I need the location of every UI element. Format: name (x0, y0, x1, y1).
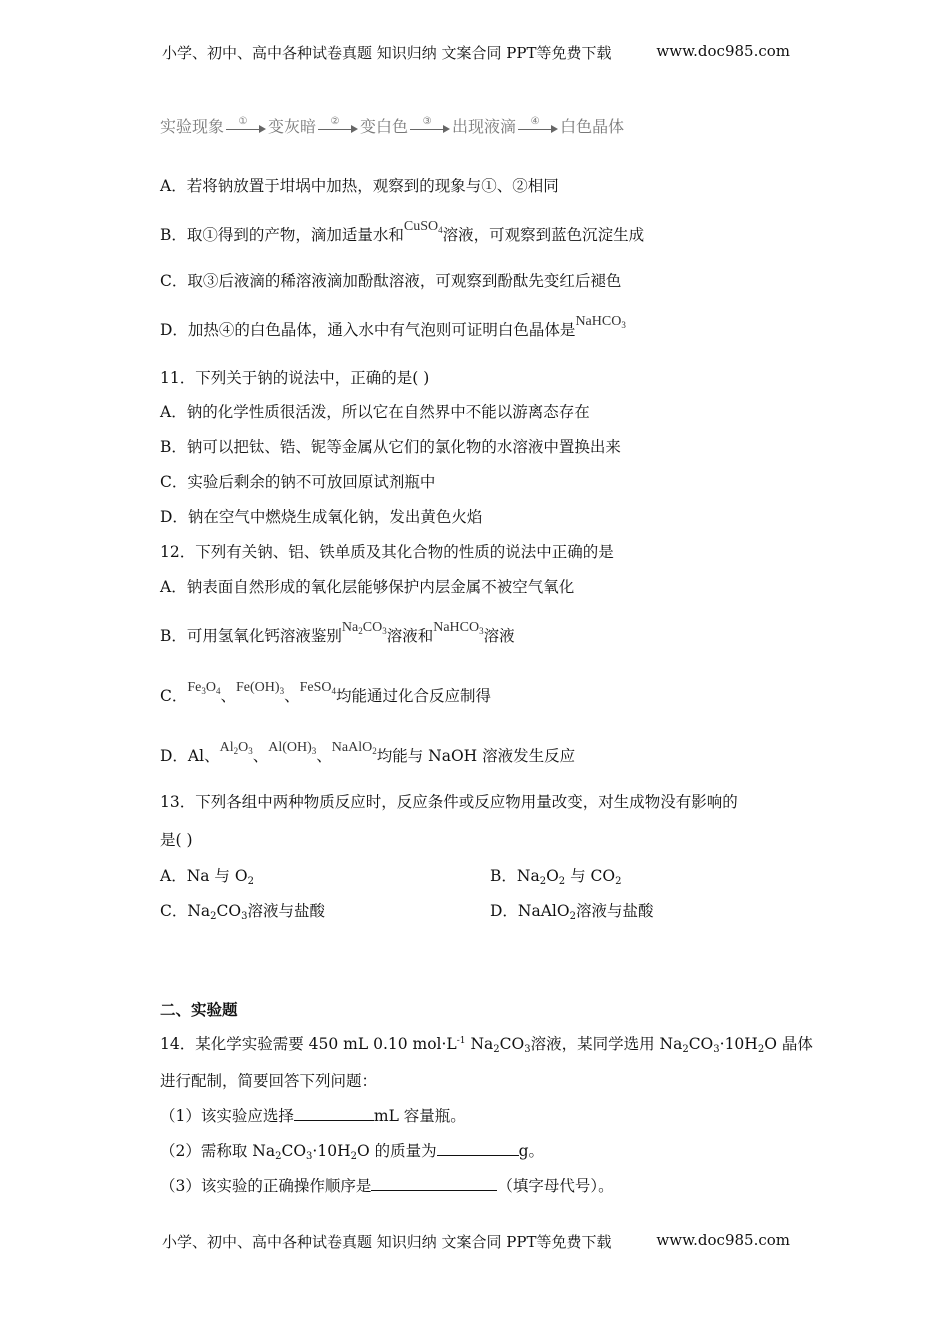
formula-fe3o4 (187, 680, 220, 695)
formula-sub: 3 (479, 626, 484, 636)
formula-sub: 2 (569, 911, 576, 922)
q10-option-c: C．取③后液滴的稀溶液滴加酚酞溶液，可观察到酚酞先变红后褪色 (160, 272, 622, 290)
section-title: 二、实验题 (160, 1000, 238, 1019)
answer-blank[interactable] (371, 1176, 497, 1191)
option-text: 与 CO (565, 867, 616, 885)
formula-sub: 2 (539, 876, 547, 887)
footer-url: www.doc985.com (656, 1231, 790, 1249)
arrow-label: ① (238, 115, 248, 127)
option-text: O (546, 867, 559, 885)
q10-option-b (160, 219, 645, 247)
page-footer (162, 1231, 790, 1252)
arrow-label: ② (330, 115, 340, 127)
part-text: （1）该实验应选择 (160, 1107, 294, 1125)
q13-stem-line2: 是( ) (160, 831, 193, 849)
formula-text: O (238, 740, 249, 755)
q11-option-c: C．实验后剩余的钠不可放回原试剂瓶中 (160, 473, 436, 491)
q14-part3 (160, 1176, 614, 1196)
q13-option-c (160, 901, 325, 921)
arrow-label: ④ (530, 115, 540, 127)
formula-sub: 2 (558, 876, 566, 887)
formula-na2co3 (342, 620, 387, 635)
formula-text: Fe (187, 680, 202, 695)
formula-al2o3 (220, 740, 253, 755)
formula-aloh3 (268, 740, 316, 755)
formula-text: NaHCO (433, 620, 480, 635)
arrow-icon (410, 115, 450, 135)
separator: 、 (316, 747, 332, 765)
q11-option-a: A．钠的化学性质很活泼，所以它在自然界中不能以游离态存在 (160, 403, 590, 421)
header-url: www.doc985.com (656, 42, 790, 60)
option-text: 溶液与盐酸 (247, 902, 326, 920)
formula-text: Al (219, 740, 234, 755)
formula-sub: 3 (382, 626, 387, 636)
stem-text: CO (499, 1035, 525, 1053)
answer-blank[interactable] (437, 1141, 519, 1156)
q11-option-b: B．钠可以把钛、锆、铌等金属从它们的氯化物的水溶液中置换出来 (160, 438, 621, 456)
formula-feso4 (300, 680, 336, 695)
q14-part2 (160, 1141, 544, 1161)
separator: 、 (220, 687, 237, 705)
footer-left-text: 小学、初中、高中各种试卷真题 知识归纳 文案合同 PPT等免费下载 (162, 1233, 612, 1251)
flow-step: 白色晶体 (560, 117, 625, 136)
q12-option-b (160, 620, 515, 648)
option-text: 溶液与盐酸 (575, 902, 654, 920)
stem-text: 溶液，某同学选用 Na (530, 1035, 683, 1053)
q12-stem: 12．下列有关钠、铝、铁单质及其化合物的性质的说法中正确的是 (160, 543, 614, 561)
formula-sub: 3 (524, 1044, 531, 1055)
formula-sub: 3 (713, 1044, 720, 1055)
q12-option-d (160, 740, 576, 768)
formula-sub: 2 (682, 1044, 689, 1055)
separator: 、 (284, 687, 300, 705)
formula-sub: 4 (331, 686, 336, 696)
formula-sub: 2 (757, 1044, 765, 1055)
part-text: O 的质量为 (356, 1142, 437, 1160)
q14-part1 (160, 1106, 466, 1126)
option-text: C．Na (160, 902, 211, 920)
formula-sub: 3 (241, 911, 248, 922)
option-text: 均能与 NaOH 溶液发生反应 (376, 747, 576, 765)
formula-text: FeSO (299, 680, 332, 695)
formula-text: O (205, 680, 216, 695)
formula-sub: 4 (438, 225, 443, 235)
formula-sub: 2 (210, 911, 217, 922)
formula-nahco3 (433, 620, 483, 635)
option-text: 均能通过化合反应制得 (335, 687, 491, 705)
arrow-label: ③ (422, 115, 432, 127)
stem-text: 14．某化学实验需要 450 mL 0.10 mol·L (160, 1035, 457, 1053)
stem-text: Na (465, 1035, 494, 1053)
formula-sub: 2 (233, 746, 239, 756)
option-text: D．NaAlO (490, 902, 570, 920)
formula-cuso4 (404, 219, 443, 234)
formula-text: NaHCO (575, 314, 622, 329)
arrow-icon (318, 115, 358, 135)
option-text: D．Al、 (160, 747, 220, 765)
formula-naalo2 (332, 740, 377, 755)
formula-feoh3 (236, 680, 284, 695)
formula-text: CuSO (403, 219, 439, 234)
part-text: g。 (518, 1142, 545, 1160)
formula-text: Fe(OH) (236, 680, 280, 695)
q13-stem-line1: 13．下列各组中两种物质反应时，反应条件或反应物用量改变，对生成物没有影响的 (160, 793, 738, 811)
formula-sub: 3 (201, 686, 206, 696)
part-text: CO (281, 1142, 307, 1160)
q13-option-a (160, 866, 254, 886)
formula-text: Na (341, 620, 359, 635)
formula-sub: 2 (358, 626, 363, 636)
formula-sub: 2 (275, 1151, 282, 1162)
option-text: D．加热④的白色晶体，通入水中有气泡则可证明白色晶体是 (160, 321, 576, 339)
q14-stem-line1 (160, 1034, 813, 1054)
option-text: B．取①得到的产物，滴加适量水和 (160, 226, 404, 244)
option-text: CO (216, 902, 242, 920)
formula-sub: 2 (247, 876, 254, 887)
formula-text: NaAlO (331, 740, 373, 755)
stem-text: ·10H (719, 1035, 758, 1053)
experiment-flow (160, 117, 624, 137)
formula-sub: 2 (493, 1044, 500, 1055)
option-text: C． (160, 687, 188, 705)
option-text: 溶液和 (386, 627, 434, 645)
formula-sub: 3 (279, 686, 285, 696)
formula-sub: 3 (248, 746, 253, 756)
part-text: mL 容量瓶。 (373, 1107, 466, 1125)
arrow-icon (518, 115, 558, 135)
q12-option-c (160, 680, 491, 708)
page-header (162, 42, 790, 63)
formula-sub: 2 (372, 746, 377, 756)
option-text: 溶液 (483, 627, 515, 645)
part-text: （2）需称取 Na (160, 1142, 276, 1160)
answer-blank[interactable] (294, 1106, 374, 1121)
flow-step: 变灰暗 (268, 117, 317, 136)
formula-sub: 3 (306, 1151, 313, 1162)
q11-stem: 11．下列关于钠的说法中，正确的是( ) (160, 369, 430, 387)
part-text: （填字母代号）。 (497, 1177, 614, 1195)
q12-option-a: A．钠表面自然形成的氧化层能够保护内层金属不被空气氧化 (160, 578, 575, 596)
flow-step: 实验现象 (160, 117, 225, 136)
formula-sub: 3 (621, 320, 626, 330)
q10-option-d (160, 314, 626, 342)
q13-option-b (490, 866, 621, 886)
option-text: B．可用氢氧化钙溶液鉴别 (160, 627, 342, 645)
q10-option-a: A．若将钠放置于坩埚中加热，观察到的现象与①、②相同 (160, 177, 559, 195)
option-text: A．Na 与 O (160, 867, 248, 885)
formula-sub: 4 (216, 686, 221, 696)
separator: 、 (252, 747, 269, 765)
formula-sup: -1 (456, 1036, 466, 1046)
stem-text: O 晶体 (764, 1035, 813, 1053)
q14-stem-line2: 进行配制，简要回答下列问题： (160, 1072, 378, 1090)
option-text: B．Na (490, 867, 540, 885)
formula-nahco3 (575, 314, 625, 329)
formula-sub: 2 (350, 1151, 357, 1162)
stem-text: CO (688, 1035, 714, 1053)
formula-sub: 3 (311, 746, 317, 756)
flow-step: 变白色 (360, 117, 409, 136)
header-left-text: 小学、初中、高中各种试卷真题 知识归纳 文案合同 PPT等免费下载 (162, 44, 612, 62)
flow-step: 出现液滴 (452, 117, 517, 136)
formula-text: Al(OH) (268, 740, 312, 755)
part-text: ·10H (312, 1142, 351, 1160)
option-text: 溶液，可观察到蓝色沉淀生成 (442, 226, 645, 244)
formula-text: CO (362, 620, 383, 635)
part-text: （3）该实验的正确操作顺序是 (160, 1177, 372, 1195)
formula-sub: 2 (615, 876, 622, 887)
q11-option-d: D．钠在空气中燃烧生成氧化钠，发出黄色火焰 (160, 508, 483, 526)
q13-option-d (490, 901, 653, 921)
arrow-icon (226, 115, 266, 135)
